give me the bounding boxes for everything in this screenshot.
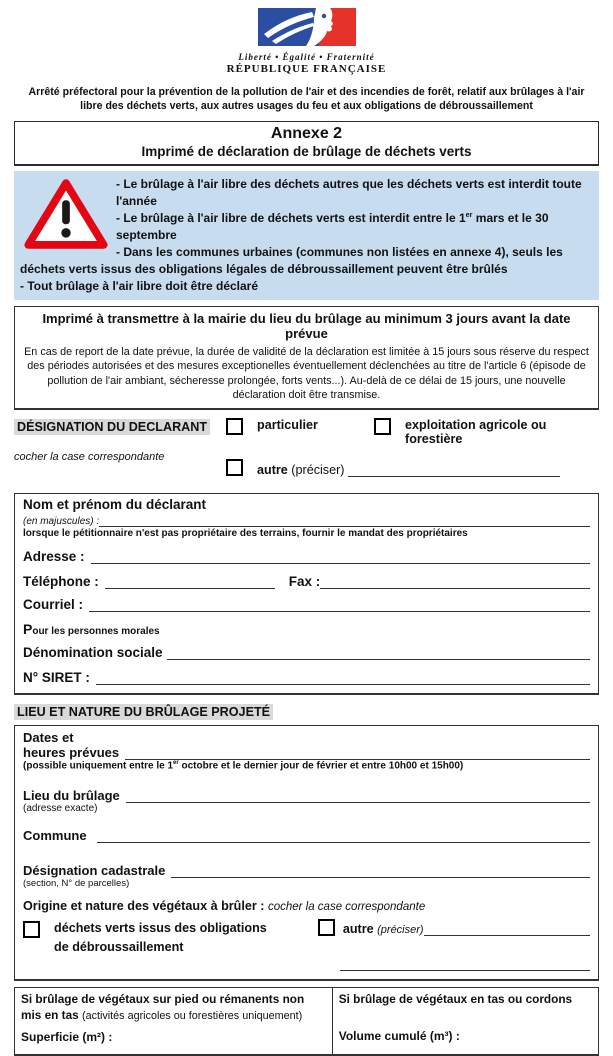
- nom-writein-line[interactable]: [99, 512, 590, 527]
- lieu-heading: LIEU ET NATURE DU BRÛLAGE PROJETÉ: [14, 704, 273, 720]
- superficie-field[interactable]: Superficie (m²) :: [21, 1030, 113, 1045]
- autre-checkbox[interactable]: [226, 459, 243, 476]
- designation-heading: DÉSIGNATION DU DECLARANT: [14, 419, 210, 435]
- majuscules-label: (en majuscules) :: [23, 516, 100, 528]
- warning-box: [14, 171, 599, 300]
- en-tas-title: Si brûlage de végétaux en tas ou cordons: [338, 992, 573, 1007]
- warning-line-3: - Dans les communes urbaines (communes non listées en annexe 4), seuls les déchets verts issus des obligations légales de débroussaillement peuvent être brûlés: [20, 245, 563, 277]
- arrete-intro-text: Arrêté préfectoral pour la prévention de la pollution de l'air et des incendies de forêt, relatif aux brûlages à l'air libre des déchets verts, aux autres usages du feu et aux obligations de débroussaillement: [28, 86, 585, 112]
- dates-note: (possible uniquement entre le 1er octobre et le dernier jour de février et entre 10h00 et 15h00): [23, 760, 464, 772]
- adresse-writein-line[interactable]: [91, 549, 590, 564]
- option-autre-vegetaux: [318, 919, 590, 971]
- personnes-morales-note: Pour les personnes morales: [23, 621, 160, 638]
- adresse-row: [23, 549, 590, 564]
- republique-francaise-logo: [14, 0, 599, 75]
- particulier-label: particulier: [257, 418, 318, 433]
- sur-pied-title: Si brûlage de végétaux sur pied ou rémanents non mis en tas (activités agricoles ou forestières uniquement): [21, 992, 305, 1022]
- origine-label: Origine et nature des végétaux à brûler :: [23, 899, 265, 914]
- siret-row: [23, 670, 590, 685]
- cadastrale-writein-line[interactable]: [171, 863, 590, 878]
- telephone-label: Téléphone :: [23, 574, 99, 590]
- warning-line-1: - Le brûlage à l'air libre des déchets autres que les déchets verts est interdit toute l'année: [116, 176, 582, 208]
- table-cell-sur-pied: [15, 988, 333, 1054]
- transmit-box: [14, 306, 599, 410]
- annexe-subtitle: Imprimé de déclaration de brûlage de déchets verts: [141, 143, 472, 159]
- dates-row: [23, 745, 590, 760]
- denomination-writein-line[interactable]: [167, 645, 590, 660]
- lieu-box: [14, 725, 599, 981]
- marianne-flag-icon: [256, 8, 358, 46]
- cadastrale-row: [23, 863, 590, 878]
- origine-label-row: [23, 899, 590, 913]
- denomination-row: [23, 645, 590, 660]
- dates-writein-line[interactable]: [125, 745, 590, 760]
- option-dechets-verts: [23, 919, 318, 971]
- logo-republic: RÉPUBLIQUE FRANÇAISE: [226, 63, 387, 75]
- option-exploitation: [374, 418, 599, 446]
- lieu-heading-wrap: [14, 703, 599, 721]
- cadastrale-label: Désignation cadastrale: [23, 863, 166, 879]
- mandat-note: lorsque le pétitionnaire n'est pas propriétaire des terrains, fournir le mandat des propriétaires: [23, 528, 468, 540]
- courriel-writein-line[interactable]: [89, 597, 590, 612]
- telephone-fax-row: [23, 574, 590, 589]
- adresse-label: Adresse :: [23, 549, 85, 565]
- parcelles-note: (section, N° de parcelles): [23, 878, 130, 890]
- vegetaux-options: [23, 919, 590, 971]
- annexe-title: Annexe 2: [270, 124, 343, 142]
- dates-label-line1: Dates et: [23, 730, 74, 746]
- particulier-checkbox[interactable]: [226, 418, 243, 435]
- autre-writein-line[interactable]: [348, 462, 560, 477]
- dechets-verts-label: déchets verts issus des obligations de débroussaillement: [54, 921, 267, 955]
- annexe-title-box: [14, 121, 599, 166]
- autre-vegetaux-label: autre (préciser): [342, 922, 424, 937]
- dates-label-line2: heures prévues: [23, 745, 120, 761]
- designation-options: [226, 418, 599, 490]
- transmit-title: Imprimé à transmettre à la mairie du lieu du brûlage au minimum 3 jours avant la date prévue: [42, 311, 571, 342]
- lieu-brulage-row: [23, 788, 590, 803]
- lieu-brulage-writein-line[interactable]: [126, 788, 590, 803]
- warning-triangle-icon: [22, 178, 110, 250]
- designation-row-2: [226, 459, 599, 477]
- commune-writein-line[interactable]: [97, 828, 590, 843]
- courriel-label: Courriel :: [23, 597, 84, 613]
- commune-label: Commune: [23, 828, 87, 844]
- denomination-label: Dénomination sociale: [23, 645, 163, 661]
- warning-line-4: - Tout brûlage à l'air libre doit être déclaré: [20, 279, 259, 294]
- volume-field[interactable]: Volume cumulé (m³) :: [338, 1028, 460, 1043]
- siret-writein-line[interactable]: [96, 670, 590, 685]
- origine-note: cocher la case correspondante: [267, 901, 426, 914]
- designation-section: [14, 418, 599, 490]
- declarant-box: [14, 493, 599, 695]
- adresse-exacte-note: (adresse exacte): [23, 803, 98, 815]
- autre-vegetaux-writein-line-2[interactable]: [340, 956, 590, 971]
- designation-left: [14, 418, 226, 490]
- courriel-row: [23, 597, 590, 612]
- bottom-table: [14, 987, 599, 1056]
- exploitation-checkbox[interactable]: [374, 418, 391, 435]
- commune-row: [23, 828, 590, 843]
- dechets-verts-checkbox[interactable]: [23, 921, 40, 938]
- lieu-brulage-label: Lieu du brûlage: [23, 788, 120, 804]
- siret-label: N° SIRET :: [23, 670, 90, 686]
- option-particulier: [226, 418, 374, 435]
- fax-writein-line[interactable]: [320, 574, 590, 589]
- fax-label: Fax :: [288, 574, 321, 590]
- transmit-body: En cas de report de la date prévue, la durée de validité de la déclaration est limitée à 15 jours sous réserve du respect des périodes autorisées et des mesures exceptionelles éventuellement déclenchées au titre de l'article 6 (épisode de pollution de l'air ambiant, sécheresse prolongée, forts vents...). Au-delà de ce délai de 15 jours, une nouvelle déclaration doit être transmise.: [24, 346, 589, 401]
- autre-vegetaux-writein-line[interactable]: [424, 921, 590, 936]
- designation-note: cocher la case correspondante: [14, 451, 165, 464]
- exploitation-label: exploitation agricole ou forestière: [405, 418, 547, 447]
- nom-label: Nom et prénom du déclarant: [23, 497, 207, 513]
- table-cell-en-tas: [333, 988, 598, 1054]
- autre-vegetaux-checkbox[interactable]: [318, 919, 335, 936]
- designation-row-1: [226, 418, 599, 446]
- logo-motto: Liberté • Égalité • Fraternité: [238, 52, 375, 62]
- autre-label: autre (préciser): [257, 463, 345, 478]
- telephone-writein-line[interactable]: [105, 574, 275, 589]
- warning-line-2: - Le brûlage à l'air libre de déchets verts est interdit entre le 1er mars et le 30 septembre: [116, 210, 549, 243]
- nom-row: [23, 512, 590, 527]
